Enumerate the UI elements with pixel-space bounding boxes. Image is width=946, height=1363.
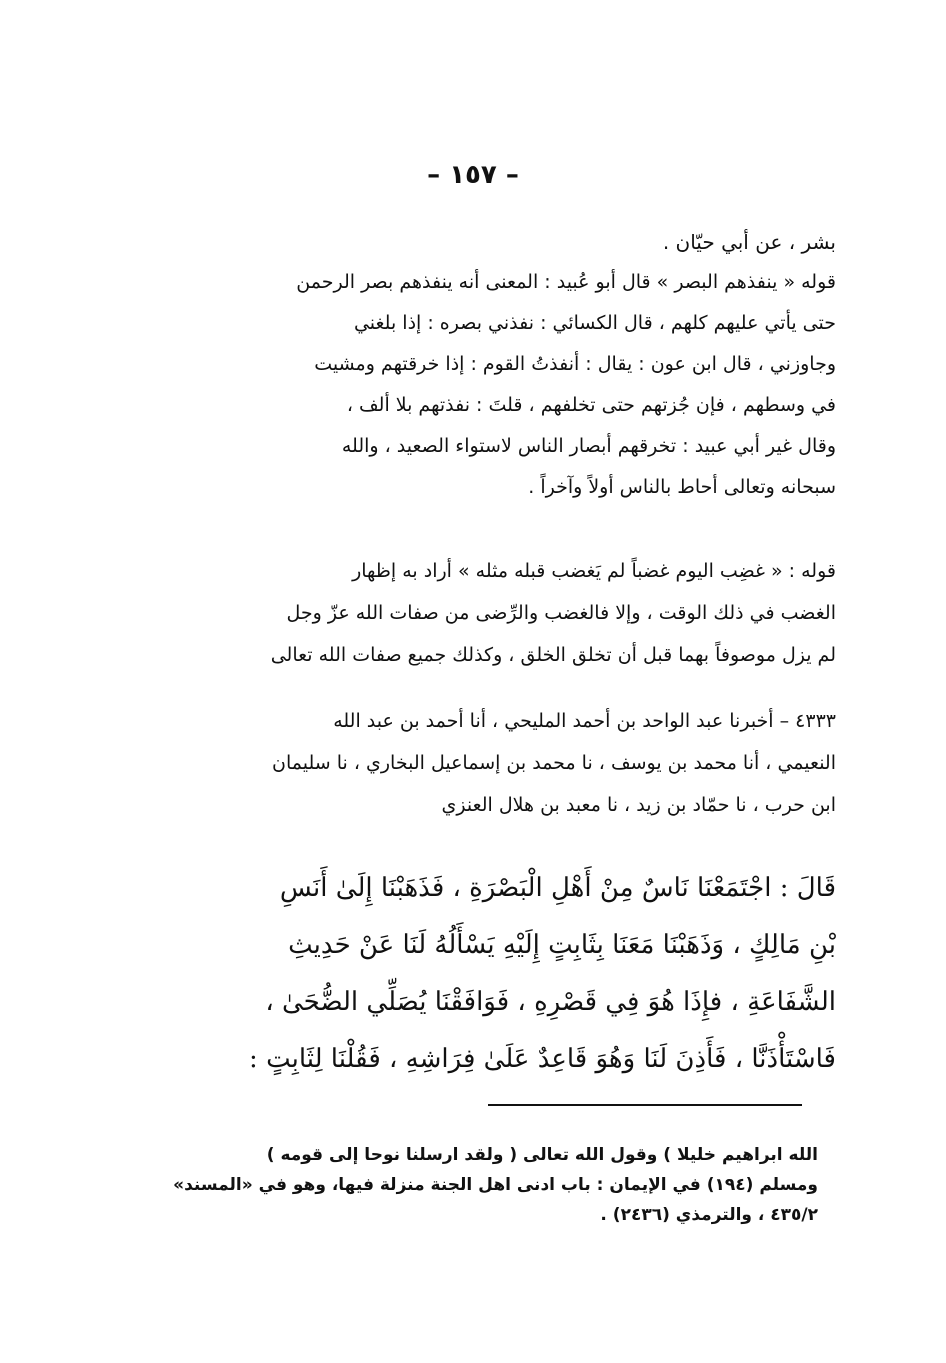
- footnotes: [150, 1140, 818, 1230]
- text-line: قوله : « غضِب اليوم غضباً لم يَغضب قبله مثله » أراد به إظهار: [352, 560, 836, 582]
- text-line: لم يزل موصوفاً بهما قبل أن تخلق الخلق ، وكذلك جميع صفات الله تعالى: [270, 644, 836, 666]
- footnote-divider: [488, 1104, 802, 1106]
- text-line: وجاوزني ، قال ابن عون : يقال : أنفذتُ القوم : إذا خرقتهم ومشيت: [314, 353, 836, 375]
- text-line: بْنِ مَالِكٍ ، وَذَهَبْنَا مَعَنَا بِثَابِتٍ إِلَيْهِ يَسْأَلُهُ لَنَا عَنْ حَدِيثِ: [288, 930, 836, 960]
- paragraph-3: [160, 550, 836, 676]
- text-line: الشَّفَاعَةِ ، فإِذَا هُوَ فِي قَصْرِهِ ، فَوَافَقْنَا يُصَلِّي الضُّحَىٰ ،: [265, 987, 836, 1017]
- text-line: النعيمي ، أنا محمد بن يوسف ، نا محمد بن إسماعيل البخاري ، نا سليمان: [272, 752, 836, 774]
- text-line: فَاسْتَأْذَنَّا ، فَأَذِنَ لَنَا وَهُوَ قَاعِدٌ عَلَىٰ فِرَاشِهِ ، فَقُلْنَا لِثَابِتٍ :: [249, 1044, 836, 1074]
- text-line: الغضب في ذلك الوقت ، وإلا فالغضب والرِّضى من صفات الله عزّ وجل: [286, 602, 836, 624]
- text-line: حتى يأتي عليهم كلهم ، قال الكسائي : نفذني بصره : إذا بلغني: [353, 312, 836, 334]
- text-line: ٤٣٣٣ – أخبرنا عبد الواحد بن أحمد المليحي ، أنا أحمد بن عبد الله: [333, 710, 836, 732]
- text-line: وقال غير أبي عبيد : تخرقهم أبصار الناس لاستواء الصعيد ، والله: [341, 435, 836, 457]
- text-line: قوله « ينفذهم البصر » قال أبو عُبيد : المعنى أنه ينفذهم بصر الرحمن: [296, 271, 836, 293]
- paragraph-1: [160, 222, 836, 262]
- text-line: بشر ، عن أبي حيّان .: [662, 230, 836, 254]
- footnote-line: ومسلم (١٩٤) في الإيمان : باب ادنى اهل الجنة منزلة فيها، وهو في «المسند»: [173, 1175, 818, 1195]
- footnote-line: ٤٣٥/٢ ، والترمذي (٢٤٣٦) .: [600, 1205, 818, 1225]
- text-line: سبحانه وتعالى أحاط بالناس أولاً وآخراً .: [528, 476, 836, 498]
- isnad-paragraph: [160, 700, 836, 826]
- text-line: ابن حرب ، نا حمّاد بن زيد ، نا معبد بن هلال العنزي: [441, 794, 836, 816]
- page-number: – ١٥٧ –: [427, 160, 519, 190]
- text-line: في وسطهم ، فإن جُزتهم حتى تخلفهم ، قلتَ : نفذتهم بلا ألف ،: [346, 394, 836, 416]
- text-line: قَالَ : اجْتَمَعْنَا نَاسٌ مِنْ أَهْلِ الْبَصْرَةِ ، فَذَهَبْنَا إِلَىٰ أَنَسِ: [279, 873, 836, 903]
- footnote-line: الله ابراهيم خليلا ) وقول الله تعالى ( ولقد ارسلنا نوحا إلى قومه ): [266, 1145, 818, 1165]
- hadith-text: [160, 860, 836, 1088]
- paragraph-2: [160, 262, 836, 508]
